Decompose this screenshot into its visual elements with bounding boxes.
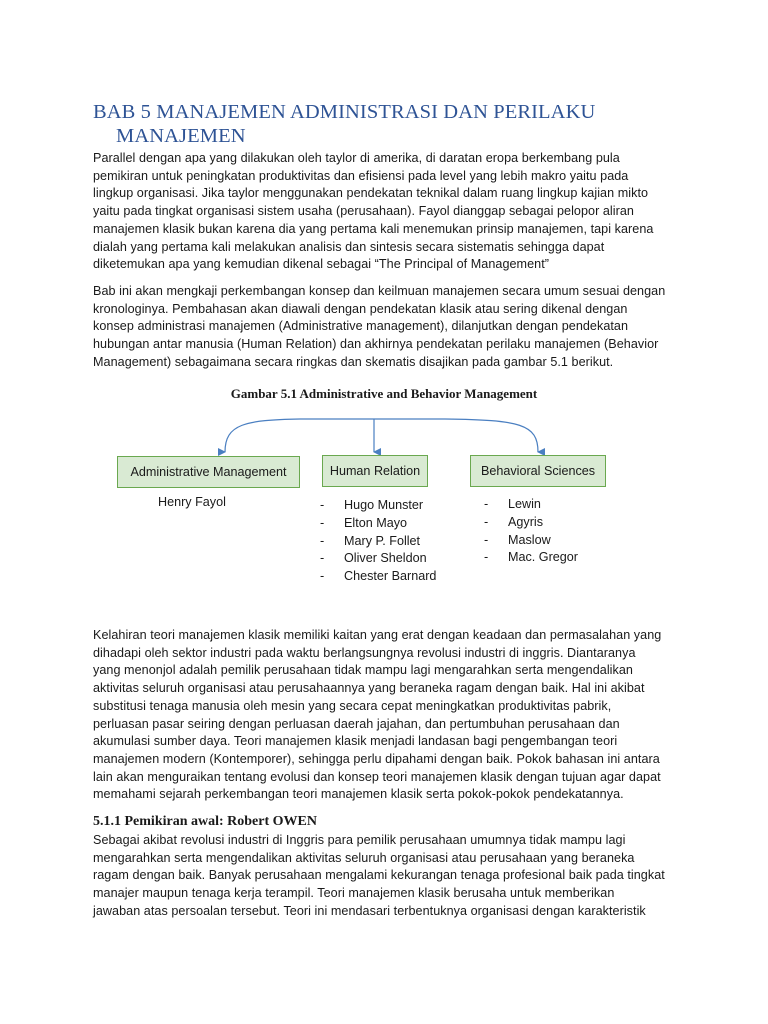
text-line: aktivitas seluruh organisasi atau perusahaannya yang beraneka ragam dengan baik. Hal ini akibat xyxy=(93,681,645,696)
text-line: manajemen modern (Kontemporer), sehingga perlu dipahami dengan baik. Pokok bahasan ini antara xyxy=(93,751,660,766)
text-line: dialah yang pertama kali melakukan analisis dan sintesis secara sistematis sehingga dapat xyxy=(93,239,605,254)
text-line: Bab ini akan mengkaji perkembangan konsep dan keilmuan manajemen secara umum sesuai dengan xyxy=(93,284,666,298)
chapter-title xyxy=(93,100,693,148)
text-line: diketemukan apa yang kemudian dikenal sebagai “The Principal of Management” xyxy=(93,257,549,272)
list-item: - Mary P. Follet xyxy=(320,533,421,548)
figure-caption: Gambar 5.1 Administrative and Behavior Management xyxy=(230,386,538,401)
text-line: mengarahkan serta mengendalikan aktivitas seluruh organisasi atau perusahaan yang beraneka xyxy=(93,850,635,865)
text-line: hubungan antar manusia (Human Relation) dan akhirnya pendekatan perilaku manajemen (Behavior xyxy=(93,337,659,352)
text-line: Parallel dengan apa yang dilakukan oleh taylor di amerika, di daratan eropa berkembang pula xyxy=(93,151,620,165)
text-line: memahami sejarah perkembangan teori manajemen klasik serta pokok-pokok pendekatannya. xyxy=(93,787,624,802)
connector-arc xyxy=(225,419,538,452)
box-label: Administrative Management xyxy=(130,465,287,479)
text-line: dihadapi oleh sektor industri pada waktu berlangsungnya revolusi industri di inggris. Diantaranya xyxy=(93,645,636,660)
box-label: Behavioral Sciences xyxy=(480,464,596,478)
box-administrative-management xyxy=(117,456,300,488)
list-item: - Oliver Sheldon xyxy=(320,551,427,566)
chapter-title-line1: BAB 5 MANAJEMEN ADMINISTRASI DAN PERILAKU xyxy=(93,101,596,123)
connector-lines xyxy=(0,400,768,460)
box-behavioral-sciences xyxy=(470,455,606,487)
text-line: Management) sebagaimana secara ringkas dan skematis disajikan pada gambar 5.1 berikut. xyxy=(93,354,614,369)
list-item: - Lewin xyxy=(484,497,541,511)
text-line: substitusi tenaga manusia oleh mesin yang secara cepat meningkatkan produktivitas pabrik, xyxy=(93,698,612,713)
paragraph-3 xyxy=(93,627,683,804)
text-line: pemikiran untuk peningkatan produktivitas dan efisiensi pada level yang lebih makro yaitu pada xyxy=(93,168,629,183)
text-line: konsep administrasi manajemen (Administrative management), dilanjutkan dengan pendekatan xyxy=(93,319,629,334)
paragraph-2 xyxy=(93,283,683,372)
figure-diagram xyxy=(0,400,768,600)
text-line: manajemen klasik bukan karena dia yang pertama kali menemukan prinsip manajemen, tapi karena xyxy=(93,221,654,236)
text-line: lingkup organisasi. Jika taylor menggunakan pendekatan teknikal dalam ruang lingkup kajian mikto xyxy=(93,186,649,201)
paragraph-1 xyxy=(93,150,683,274)
list-item: - Elton Mayo xyxy=(320,515,407,530)
human-relation-list xyxy=(320,497,436,586)
admin-person: Henry Fayol xyxy=(158,495,226,509)
list-item: - Chester Barnard xyxy=(320,569,437,584)
list-item: - Maslow xyxy=(484,532,551,547)
text-line: kronologinya. Pembahasan akan diawali dengan pendekatan klasik atau sering dikenal dengan xyxy=(93,301,628,316)
paragraph-4 xyxy=(93,832,683,921)
text-line: Sebagai akibat revolusi industri di Inggris para pemilik perusahaan umumnya tidak mampu lagi xyxy=(93,833,626,847)
list-item: - Mac. Gregor xyxy=(484,550,578,565)
list-item: - Hugo Munster xyxy=(320,498,424,512)
text-line: yang menonjol adalah pemilik perusahaan tidak mampu lagi mengarahkan serta mengendalikan xyxy=(93,663,633,678)
text-line: jawaban atas persoalan tersebut. Teori ini mendasari terbentuknya organisasi dengan karakteristik xyxy=(93,903,646,918)
text-line: perluasan pasar seiring dengan perluasan daerah jajahan, dan pertumbuhan perusahaan dan xyxy=(93,716,620,731)
text-line: Kelahiran teori manajemen klasik memiliki kaitan yang erat dengan keadaan dan permasalahan yang xyxy=(93,628,662,642)
behavioral-list xyxy=(484,496,578,567)
chapter-title-line2: MANAJEMEN xyxy=(116,125,246,147)
text-line: lain akan menguraikan tentang evolusi dan konsep teori manajemen klasik dengan tujuan agar dapat xyxy=(93,769,661,784)
section-heading: 5.1.1 Pemikiran awal: Robert OWEN xyxy=(93,814,317,829)
list-item: - Agyris xyxy=(484,514,543,529)
text-line: manajer maupun tenaga kerja terampil. Teori manajemen klasik berusaha untuk memberikan xyxy=(93,886,615,901)
text-line: ragam dengan baik. Banyak perusahaan mengalami kekurangan tenaga profesional baik pada tingkat xyxy=(93,868,665,883)
text-line: yaitu pada tingkat organisasi sistem usaha (perusahaan). Fayol dianggap sebagai pelopor aliran xyxy=(93,204,634,219)
text-line: akumulasi sumber daya. Teori manajemen klasik menjadi landasan bagi pengembangan teori xyxy=(93,734,618,749)
box-label: Human Relation xyxy=(329,464,421,478)
box-human-relation xyxy=(322,455,428,487)
